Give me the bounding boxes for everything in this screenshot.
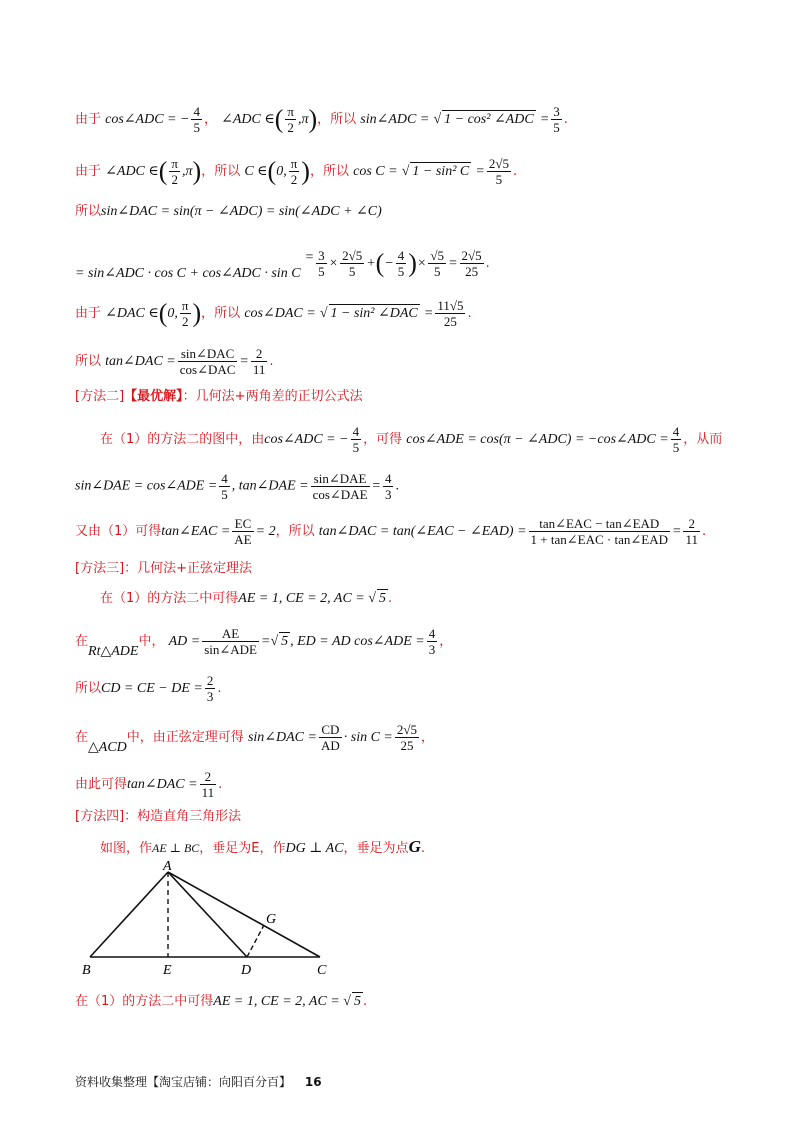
method-3-header: [方法三]：几何法+正弦定理法	[75, 561, 253, 576]
line-5: 由于 ∠DAC ∈(0, $\frac{\pi}{2}$ )，所以 cos∠DAC = √ 1 − sin² ∠DAC = $\frac{11√5}{25}$ .	[75, 298, 472, 329]
math-sin-adc: sin∠ADC =	[360, 112, 430, 127]
segment-DG-dashed	[247, 925, 264, 957]
math-adc-in: ∠ADC ∈	[221, 112, 275, 127]
label-B: B	[82, 963, 91, 978]
line-12: 所以CD = CE − DE = $\frac{2}{3}$ .	[75, 673, 222, 704]
line-13: 在△ACD中，由正弦定理可得 sin∠DAC = $\frac{CD}{AD}$ · sin C = $\frac{2√5}{25}$ ，	[75, 722, 435, 755]
line-8: sin∠DAE = cos∠ADE = $\frac{4}{5}$ , tan∠DAE = $\frac{\text{sin∠DAE}}{\text{cos∠DAE}}$ = $\frac{4}{3}$ .	[75, 471, 399, 502]
method-4-header: [方法四]：构造直角三角形法	[75, 809, 242, 824]
label-E: E	[163, 963, 172, 978]
math-cos-adc: cos∠ADC = −	[105, 112, 190, 127]
line-9: 又由（1）可得tan∠EAC = $\frac{EC}{AE}$ = 2，所以 tan∠DAC = tan(∠EAC − ∠EAD) = $\frac{\text{tan∠EAC − tan∠EAD}}{\text{1 + tan∠EAC · tan∠EAD}}$ = $\frac{2}{11}$ .	[75, 516, 707, 547]
segment-AD	[168, 872, 247, 957]
line-4: = sin∠ADC · cos C + cos∠ADC · sin C = $\frac{3}{5}$ × $\frac{2√5}{5}$ +(− $\frac{4}{5}$ )× $\frac{√5}{5}$ = $\frac{2√5}{25}$ .	[75, 248, 490, 281]
line-10: 在（1）的方法二中可得AE = 1, CE = 2, AC = √ 5 .	[100, 591, 393, 606]
line-6: 所以 tan∠DAC = $\frac{\text{sin∠DAC}}{\text{cos∠DAC}}$ = $\frac{2}{11}$ .	[75, 346, 274, 377]
segment-AC	[168, 872, 320, 957]
text-youyu: 由于	[75, 112, 102, 127]
line-11: 在Rt△ADE中， AD = $\frac{AE}{\text{sin∠ADE}}$ =√ 5 , ED = AD cos∠ADE = $\frac{4}{3}$ ，	[75, 626, 453, 659]
line-16: 在（1）的方法二中可得AE = 1, CE = 2, AC = √ 5 .	[75, 994, 368, 1009]
line-14: 由此可得tan∠DAC = $\frac{2}{11}$ .	[75, 769, 223, 800]
triangle-figure	[80, 860, 340, 980]
page-number: 16	[304, 1075, 322, 1089]
label-C: C	[317, 963, 327, 978]
method-2-header: [方法二]【最优解】：几何法+两角差的正切公式法	[75, 389, 363, 404]
line-15: 如图，作AE ⊥ BC，垂足为E，作DG ⊥ AC，垂足为点G.	[100, 837, 425, 856]
line-1: 由于 cos∠ADC = − $\frac{4}{5}$ ， ∠ADC ∈( $\frac{\pi}{2}$ ,π)，所以 sin∠ADC = √ 1 − cos² ∠ADC = $\frac{3}{5}$ .	[75, 104, 568, 135]
label-D: D	[241, 963, 252, 978]
radical-1cos: 1 − cos² ∠ADC	[444, 112, 534, 127]
frac-4-5: $\frac{4}{5}$	[193, 104, 200, 135]
page-footer	[75, 1073, 322, 1090]
math-sin-dac-chain: sin∠DAC = sin(π − ∠ADC) = sin(∠ADC + ∠C)	[101, 204, 382, 219]
footer-text: 资料收集整理【淘宝店铺：向阳百分百】	[75, 1075, 292, 1089]
line-2: 由于 ∠ADC ∈( $\frac{\pi}{2}$ ,π)，所以 C ∈(0, $\frac{\pi}{2}$ )，所以 cos C = √ 1 − sin² C = $\frac{2√5}{5}$ .	[75, 156, 518, 187]
line-3: 所以sin∠DAC = sin(π − ∠ADC) = sin(∠ADC + ∠C)	[75, 204, 382, 219]
label-A: A	[163, 860, 172, 874]
segment-AB	[90, 872, 168, 957]
label-G: G	[266, 912, 277, 927]
line-7: 在（1）的方法二的图中，由cos∠ADC = − $\frac{4}{5}$ ，可得 cos∠ADE = cos(π − ∠ADC) = −cos∠ADC = $\frac{4}{5}$ ，从而	[100, 424, 723, 455]
